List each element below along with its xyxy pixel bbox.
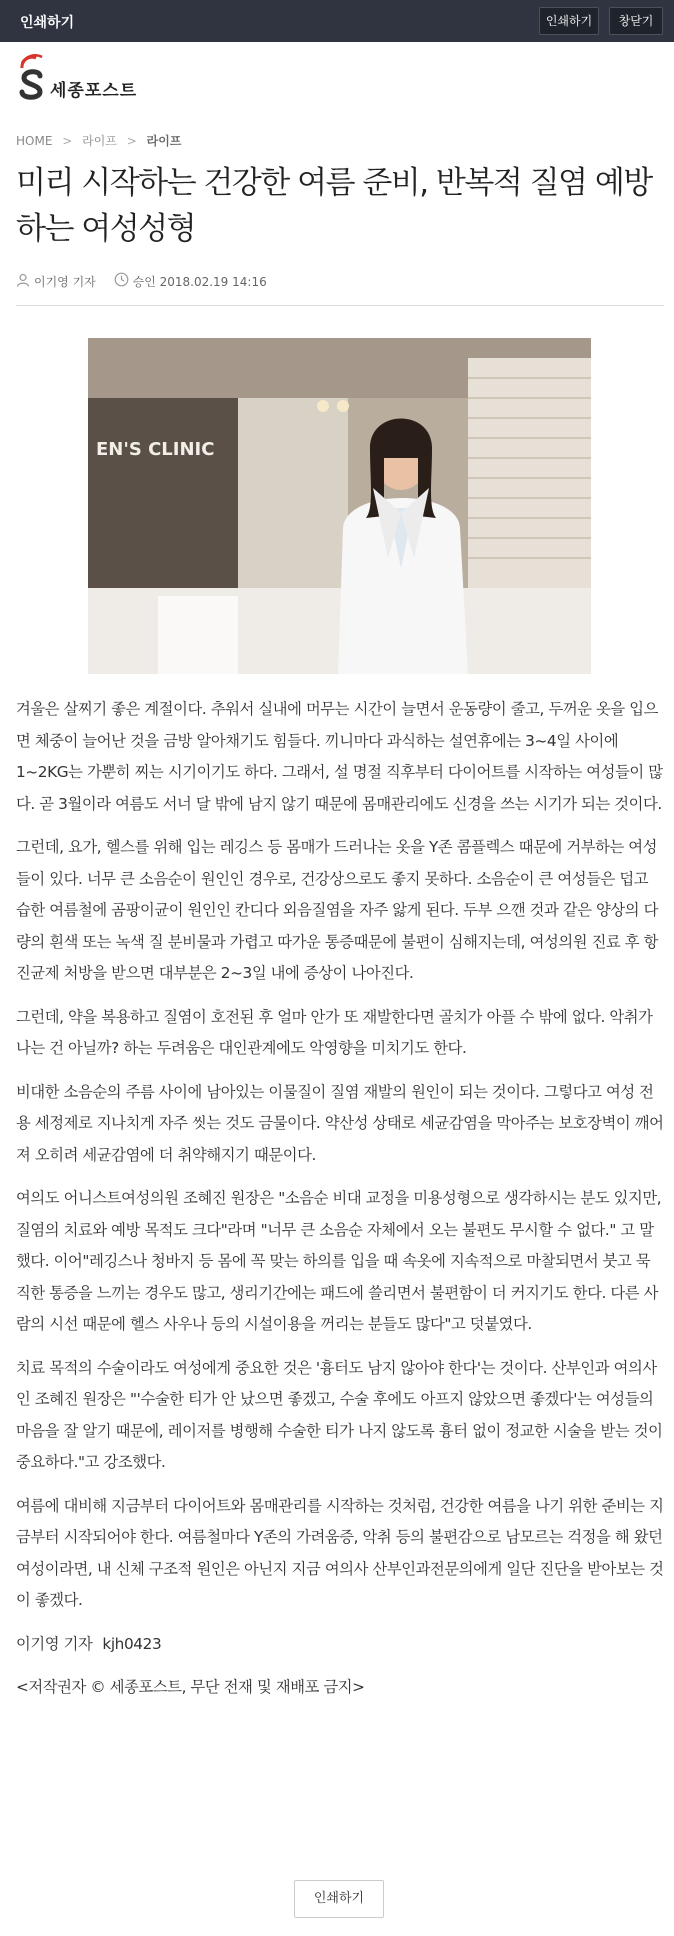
article-body [16, 694, 664, 1716]
chevron-right-icon: > [62, 133, 73, 148]
logo-text: 세종포스트 [50, 81, 138, 101]
divider [16, 305, 664, 306]
site-logo[interactable] [16, 54, 156, 100]
breadcrumb [16, 132, 181, 149]
article-paragraph: 여의도 어니스트여성의원 조혜진 원장은 "소음순 비대 교정을 미용성형으로 생각하시는 분도 있지만, 질염의 치료와 예방 목적도 크다"라며 "너무 큰 소음순 자체에서 오는 불편도 무시할 수 없다." 고 말했다. 이어"레깅스나 청바지 등 몸에 꼭 맞는 하의를 입을 때 속옷에 지속적으로 마찰되면서 붓고 묵직한 통증을 느끼는 경우도 많고, 생리기간에는 패드에 쓸리면서 불편함이 더 커지기도 한다. 다른 사람의 시선 때문에 헬스 사우나 등의 시설이용을 꺼리는 분들도 많다"고 덧붙였다. [16, 1189, 662, 1333]
breadcrumb-home[interactable]: HOME [16, 133, 53, 148]
logo-mark-icon [16, 54, 52, 100]
clock-icon [114, 272, 129, 290]
article-paragraph: 그런데, 약을 복용하고 질염이 호전된 후 얼마 안가 또 재발한다면 골치가 아플 수 밖에 없다. 악취가 나는 건 아닐까? 하는 두려움은 대인관계에도 악영향을 미치기도 한다. [16, 1007, 653, 1057]
article-paragraph: 비대한 소음순의 주름 사이에 남아있는 이물질이 질염 재발의 원인이 되는 것이다. 그렇다고 여성 전용 세정제로 지나치게 자주 씻는 것도 금물이다. 약산성 상태로 세균감염을 막아주는 보호장벽이 깨어져 오히려 세균감염에 더 취약해지기 때문이다. [16, 1082, 664, 1164]
print-toolbar [0, 0, 674, 42]
breadcrumb-current[interactable]: 라이프 [146, 134, 182, 148]
toolbar-title: 인쇄하기 [20, 15, 75, 31]
reporter-name: 이기영 기자 [34, 274, 96, 289]
chevron-right-icon: > [126, 133, 137, 148]
article-meta [16, 272, 267, 292]
article-byline [16, 1629, 664, 1661]
byline-email[interactable]: kjh0423 [102, 1634, 162, 1653]
article-paragraph: 겨울은 살찌기 좋은 계절이다. 추워서 실내에 머무는 시간이 늘면서 운동량이 줄고, 두꺼운 옷을 입으면 체중이 늘어난 것을 금방 알아채기도 힘들다. 끼니마다 과식하는 설연휴에는 3~4일 사이에 1~2KG는 가뿐히 찌는 시기이기도 하다. 그래서, 설 명절 직후부터 다이어트를 시작하는 여성들이 많다. 곧 3월이라 여름도 서너 달 밖에 남지 않기 때문에 몸매관리에도 신경을 쓰는 시기가 되는 것이다. [16, 700, 663, 813]
person-icon [16, 273, 30, 290]
article-paragraph: 치료 목적의 수술이라도 여성에게 중요한 것은 '흉터도 남지 않아야 한다'는 것이다. 산부인과 여의사인 조혜진 원장은 "'수술한 티가 안 났으면 좋겠고, 수술 후에도 아프지 않았으면 좋겠다'는 여성들의 마음을 잘 알기 때문에, 레이저를 병행해 수술한 티가 나지 않도록 흉터 없이 정교한 시술을 받는 것이 중요하다."고 강조했다. [16, 1358, 663, 1471]
article-title: 미리 시작하는 건강한 여름 준비, 반복적 질염 예방하는 여성성형 [16, 165, 652, 247]
copyright-notice: <저작권자 © 세종포스트, 무단 전재 및 재배포 금지> [16, 1678, 365, 1696]
clinic-sign: EN'S CLINIC [96, 439, 215, 460]
print-button-bottom[interactable]: 인쇄하기 [294, 1880, 384, 1918]
close-window-button[interactable]: 창닫기 [609, 7, 663, 35]
print-button-top[interactable]: 인쇄하기 [539, 7, 599, 35]
byline-name: 이기영 기자 [16, 1634, 93, 1653]
article-paragraph: 그런데, 요가, 헬스를 위해 입는 레깅스 등 몸매가 드러나는 옷을 Y존 콤플렉스 때문에 거부하는 여성들이 있다. 너무 큰 소음순이 원인인 경우로, 건강상으로도 좋지 못하다. 소음순이 큰 여성들은 덥고 습한 여름철에 곰팡이균이 원인인 칸디다 외음질염을 자주 앓게 된다. 두부 으깬 것과 같은 양상의 다량의 흰색 또는 녹색 질 분비물과 가렵고 따가운 통증때문에 불편이 심해지는데, 여성의원 진료 후 항진균제 처방을 받으면 대부분은 2~3일 내에 증상이 나아진다. [16, 838, 659, 982]
article-photo [88, 338, 591, 674]
breadcrumb-level1[interactable]: 라이프 [82, 134, 117, 148]
article-paragraph: 여름에 대비해 지금부터 다이어트와 몸매관리를 시작하는 것처럼, 건강한 여름을 나기 위한 준비는 지금부터 시작되어야 한다. 여름철마다 Y존의 가려움증, 악취 등의 불편감으로 남모르는 걱정을 해 왔던 여성이라면, 내 신체 구조적 원인은 아닌지 지금 여의사 산부인과전문의에게 일단 진단을 받아보는 것이 좋겠다. [16, 1496, 664, 1609]
publish-date: 승인 2018.02.19 14:16 [132, 274, 267, 289]
